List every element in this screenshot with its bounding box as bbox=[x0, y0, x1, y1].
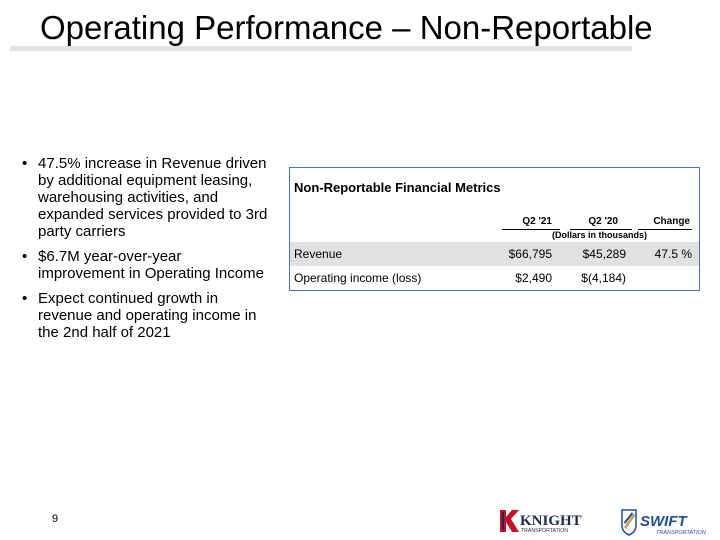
table-row-revenue bbox=[290, 242, 699, 266]
swift-transportation-logo bbox=[620, 507, 712, 537]
bullet-item bbox=[22, 155, 272, 240]
table-title: Non-Reportable Financial Metrics bbox=[294, 180, 501, 195]
row-label: Revenue bbox=[294, 247, 343, 261]
bullet-text: $6.7M year-over-year improvement in Operating Income bbox=[38, 248, 264, 282]
bullet-list bbox=[22, 155, 272, 349]
page-number: 9 bbox=[52, 513, 59, 525]
bullet-marker: • bbox=[22, 290, 28, 307]
column-header-change: Change bbox=[653, 216, 690, 227]
column-header-q2-20: Q2 '20 bbox=[588, 216, 618, 227]
bullet-item bbox=[22, 290, 272, 341]
row-label: Operating income (loss) bbox=[294, 271, 422, 285]
cell-q2-21: $2,490 bbox=[515, 271, 552, 285]
cell-q2-20: $45,289 bbox=[582, 247, 626, 261]
knight-logo-text: KNIGHT bbox=[520, 513, 582, 529]
table-row-operating-income bbox=[290, 266, 699, 290]
slide-title: Operating Performance – Non-Reportable bbox=[40, 9, 653, 46]
cell-q2-21: $66,795 bbox=[508, 247, 552, 261]
cell-change: 47.5 % bbox=[654, 247, 692, 261]
knight-logo-subtext: TRANSPORTATION bbox=[521, 528, 568, 534]
cell-q2-20: $(4,184) bbox=[581, 271, 626, 285]
units-note: (Dollars in thousands) bbox=[552, 230, 648, 240]
knight-transportation-logo bbox=[498, 508, 598, 534]
swift-logo-text: SWIFT bbox=[640, 513, 687, 530]
bullet-marker: • bbox=[22, 155, 28, 172]
bullet-text: 47.5% increase in Revenue driven by additional equipment leasing, warehousing activities, and expanded services provided to 3rd party carriers bbox=[38, 155, 268, 240]
column-header-q2-21: Q2 '21 bbox=[522, 216, 552, 227]
swift-logo-subtext: TRANSPORTATION bbox=[656, 530, 706, 536]
title-underline-bar bbox=[10, 46, 632, 51]
bullet-text: Expect continued growth in revenue and operating income in the 2nd half of 2021 bbox=[38, 290, 257, 341]
bullet-item bbox=[22, 248, 272, 282]
bullet-marker: • bbox=[22, 248, 28, 265]
financial-metrics-table bbox=[289, 167, 700, 291]
